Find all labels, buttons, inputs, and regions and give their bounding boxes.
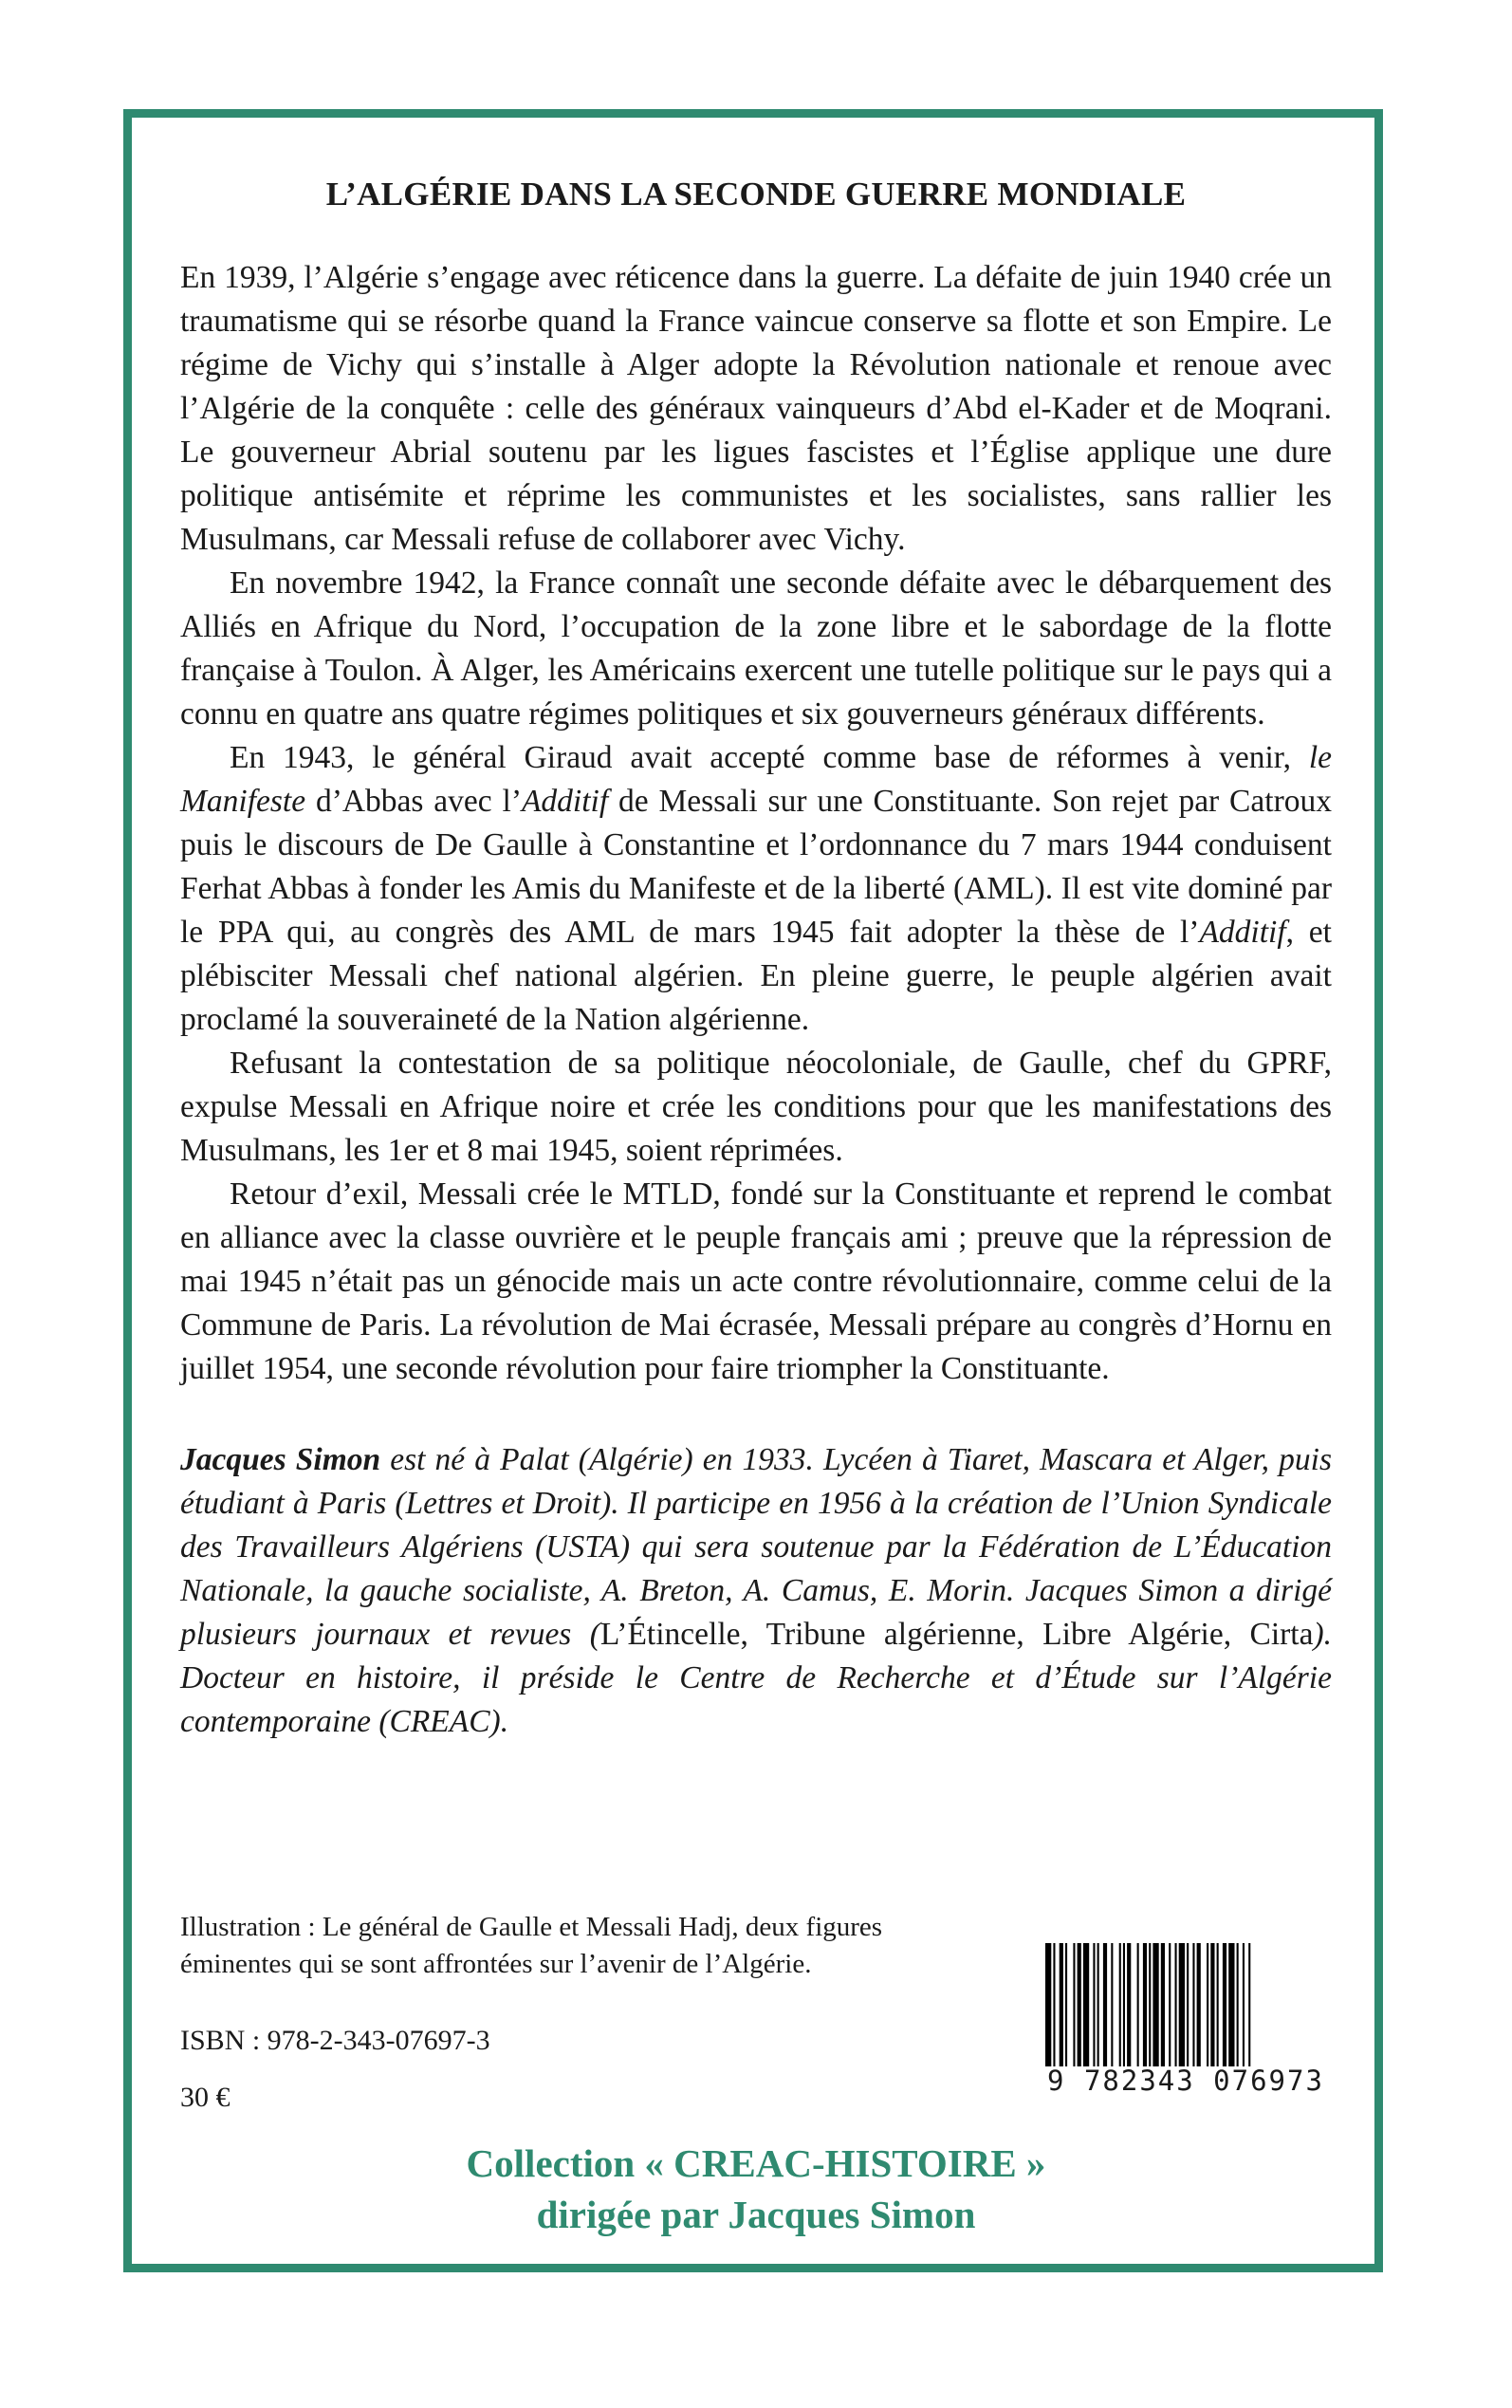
barcode-bar <box>1248 1943 1250 2066</box>
barcode-bar <box>1149 1943 1151 2066</box>
barcode-bar <box>1217 1943 1219 2066</box>
barcode-bar <box>1119 1943 1121 2066</box>
journal-list: L’Étincelle, Tribune algérienne, Libre Algérie, Cirta <box>599 1617 1314 1652</box>
barcode-bar <box>1161 1943 1165 2066</box>
barcode-bar <box>1065 1943 1067 2066</box>
barcode <box>1043 1943 1328 2066</box>
barcode-bar <box>1243 1943 1245 2066</box>
barcode-bar <box>1152 1943 1158 2066</box>
barcode-bar <box>1083 1943 1089 2066</box>
barcode-bar <box>1187 1943 1189 2066</box>
illustration-credit: Illustration : Le général de Gaulle et Messali Hadj, deux figures éminentes qui se sont affrontées sur l’avenir de l’Algérie. <box>180 1912 883 1979</box>
collection-line-1: Collection « CREAC-HISTOIRE » <box>466 2141 1046 2185</box>
barcode-bar <box>1175 1943 1177 2066</box>
manifeste-title: le Manifeste <box>180 740 1332 819</box>
barcode-bar <box>1073 1943 1075 2066</box>
barcode-bar <box>1053 1943 1055 2066</box>
barcode-bar <box>1060 1943 1063 2066</box>
book-title: L’ALGÉRIE DANS LA SECONDE GUERRE MONDIALE <box>325 176 1187 213</box>
barcode-bar <box>1045 1943 1051 2066</box>
summary-text <box>180 256 1332 1391</box>
barcode-bar <box>1137 1943 1139 2066</box>
barcode-bar <box>1223 1943 1226 2066</box>
isbn: ISBN : 978-2-343-07697-3 <box>180 2025 490 2056</box>
barcode-bar <box>1093 1943 1095 2066</box>
author-bio: Jacques Simon est né à Palat (Algérie) en 1933. Lycéen à Tiaret, Mascara et Alger, puis étudiant à Paris (Lettres et Droit). Il participe en 1956 à la création de l’Union Syndicale des Travailleurs Algériens (USTA) qui sera soutenue par la Fédération de L’Éducation Nationale, la gauche socialiste, A. Breton, A. Camus, E. Morin. Jacques Simon a dirigé plusieurs journaux et revues (L’Étincelle, Tribune algérienne, Libre Algérie, Cirta). Docteur en histoire, il préside le Centre de Recherche et d’Étude sur l’Algérie contemporaine (CREAC). <box>180 1442 1333 1739</box>
barcode-bar <box>1210 1943 1214 2066</box>
barcode-bar <box>1111 1943 1113 2066</box>
barcode-bar <box>1103 1943 1107 2066</box>
summary-paragraph-4: Refusant la contestation de sa politique néocoloniale, de Gaulle, chef du GPRF, expulse Messali en Afrique noire et crée les conditions pour que les manifestations des Musulmans, les 1er et 8 mai 1945, soient réprimées. <box>180 1046 1332 1168</box>
additif-title: Additif <box>521 784 609 819</box>
barcode-bar <box>1228 1943 1234 2066</box>
barcode-bar <box>1143 1943 1147 2066</box>
barcode-bar <box>1097 1943 1099 2066</box>
barcode-number: 9 782343 076973 <box>1047 2065 1324 2097</box>
barcode-bar <box>1237 1943 1239 2066</box>
barcode-bar <box>1123 1943 1125 2066</box>
barcode-bar <box>1197 1943 1201 2066</box>
barcode-bar <box>1192 1943 1194 2066</box>
barcode-bar <box>1169 1943 1171 2066</box>
barcode-bar <box>1179 1943 1185 2066</box>
summary-paragraph-1: En 1939, l’Algérie s’engage avec réticence dans la guerre. La défaite de juin 1940 crée un traumatisme qui se résorbe quand la France vaincue conserve sa flotte et son Empire. Le régime de Vichy qui s’installe à Alger adopte la Révolution nationale et renoue avec l’Algérie de la conquête : celle des généraux vainqueurs d’Abd el-Kader et de Moqrani. Le gouverneur Abrial soutenu par les ligues fascistes et l’Église applique une dure politique antisémite et réprime les communistes et les socialistes, sans rallier les Musulmans, car Messali refuse de collaborer avec Vichy. <box>180 260 1332 557</box>
barcode-bar <box>1207 1943 1208 2066</box>
author-name: Jacques Simon <box>180 1442 381 1477</box>
barcode-bar <box>1127 1943 1131 2066</box>
price: 30 € <box>180 2082 230 2113</box>
collection-line-2: dirigée par Jacques Simon <box>536 2193 976 2236</box>
summary-paragraph-5: Retour d’exil, Messali crée le MTLD, fondé sur la Constituante et reprend le combat en alliance avec la classe ouvrière et le peuple français ami ; preuve que la répression de mai 1945 n’était pas un génocide mais un acte contre révolutionnaire, comme celui de la Commune de Paris. La révolution de Mai écrasée, Messali prépare au congrès d’Hornu en juillet 1954, une seconde révolution pour faire triompher la Constituante. <box>180 1176 1332 1386</box>
summary-paragraph-3: En 1943, le général Giraud avait accepté comme base de réformes à venir, le Manifeste d’Abbas avec l’Additif de Messali sur une Constituante. Son rejet par Catroux puis le discours de De Gaulle à Constantine et l’ordonnance du 7 mars 1944 conduisent Ferhat Abbas à fonder les Amis du Manifeste et de la liberté (AML). Il est vite dominé par le PPA qui, au congrès des AML de mars 1945 fait adopter la thèse de l’Additif, et plébisciter Messali chef national algérien. En pleine guerre, le peuple algérien avait proclamé la souveraineté de la Nation algérienne. <box>180 740 1332 1037</box>
barcode-bar <box>1078 1943 1081 2066</box>
additif-title: Additif <box>1199 915 1286 950</box>
summary-paragraph-2: En novembre 1942, la France connaît une seconde défaite avec le débarquement des Alliés en Afrique du Nord, l’occupation de la zone libre et le sabordage de la flotte française à Toulon. À Alger, les Américains exercent une tutelle politique sur le pays qui a connu en quatre ans quatre régimes politiques et six gouverneurs généraux différents. <box>180 565 1332 732</box>
